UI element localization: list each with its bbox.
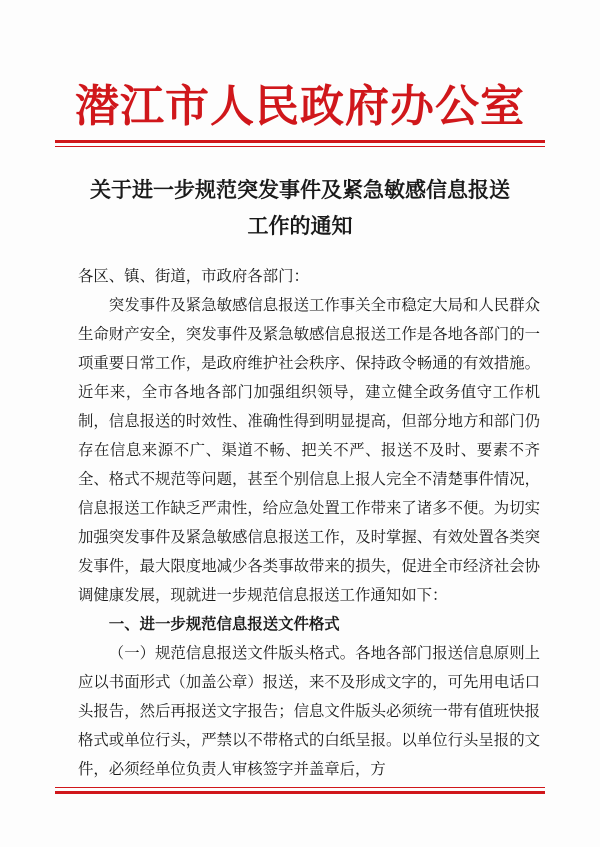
paragraph-header-format: （一）规范信息报送文件版头格式。各地各部门报送信息原则上应以书面形式（加盖公章）报送，来不及形成文字的，可先用电话口头报告，然后再报送文字报告；信息文件版头必须统一带有值班快报格式或单位行头，严禁以不带格式的白纸呈报。以单位行头呈报的文件，必须经单位负责人审核签字并盖章后，方 bbox=[78, 644, 540, 778]
letterhead-red-rule-thin bbox=[55, 146, 545, 147]
footer-red-rule bbox=[55, 791, 545, 794]
section-heading-1: 一、进一步规范信息报送文件格式 bbox=[108, 615, 340, 633]
paragraph-intro: 突发事件及紧急敏感信息报送工作事关全市稳定大局和人民群众生命财产安全，突发事件及紧急敏感信息报送工作是各地各部门的一项重要日常工作，是政府维护社会秩序、保持政令畅通的有效措施。近年来，全市各地各部门加强组织领导，建立健全政务值守工作机制，信息报送的时效性、准确性得到明显提高，但部分地方和部门仍存在信息来源不广、渠道不畅、把关不严、报送不及时、要素不齐全、格式不规范等问题，甚至个别信息上报人完全不清楚事件情况，信息报送工作缺乏严肃性，给应急处置工作带来了诸多不便。为切实加强突发事件及紧急敏感信息报送工作，及时掌握、有效处置各类突发事件，最大限度地减少各类事故带来的损失，促进全市经济社会协调健康发展，现就进一步规范信息报送工作通知如下： bbox=[78, 296, 540, 604]
document-title-line1: 关于进一步规范突发事件及紧急敏感信息报送 bbox=[90, 178, 510, 202]
letterhead-red-rule bbox=[55, 140, 545, 143]
document-title bbox=[60, 172, 540, 244]
salutation: 各区、镇、街道，市政府各部门： bbox=[78, 267, 309, 285]
letterhead-title: 潜江市人民政府办公室 bbox=[75, 81, 525, 132]
document-title-line2: 工作的通知 bbox=[247, 214, 353, 238]
document-body bbox=[78, 262, 540, 784]
footer-red-rule-thin bbox=[55, 787, 545, 788]
